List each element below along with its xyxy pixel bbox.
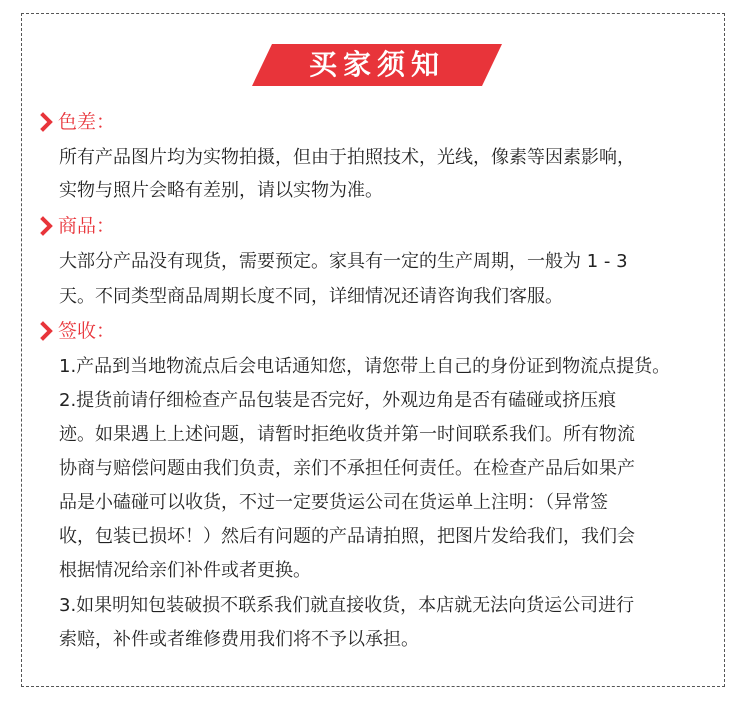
text-line: 索赔，补件或者维修费用我们将不予以承担。 [59,629,419,650]
text-line: 天。不同类型商品周期长度不同，详细情况还请咨询我们客服。 [59,286,563,307]
section-label: 色差： [58,111,116,133]
text-line: 迹。如果遇上上述问题，请暂时拒绝收货并第一时间联系我们。所有物流 [59,424,635,445]
text-line: 根据情况给亲们补件或者更换。 [59,560,311,581]
text-line: 所有产品图片均为实物拍摄，但由于拍照技术，光线，像素等因素影响， [59,147,635,168]
text-line: 协商与赔偿问题由我们负责，亲们不承担任何责任。在检查产品后如果产 [59,458,635,479]
chevron-right-icon [40,112,54,132]
chevron-right-icon [40,321,54,341]
text-line: 收，包装已损坏！）然后有问题的产品请拍照，把图片发给我们，我们会 [59,526,635,547]
page-title: 买家须知 [308,48,445,81]
text-line: 实物与照片会略有差别，请以实物为准。 [59,180,383,201]
chevron-right-icon [40,216,54,236]
title-banner [252,44,502,86]
text-line: 3.如果明知包装破损不联系我们就直接收货，本店就无法向货运公司进行 [59,595,635,616]
section-label: 商品： [58,215,116,237]
section-label: 签收： [58,320,116,342]
section-goods [40,213,115,239]
text-line: 2.提货前请仔细检查产品包装是否完好，外观边角是否有磕碰或挤压痕 [59,390,617,411]
text-line: 1.产品到当地物流点后会电话通知您，请您带上自己的身份证到物流点提货。 [59,356,671,377]
text-line: 品是小磕碰可以收货，不过一定要货运公司在货运单上注明：（异常签 [59,492,608,513]
text-line: 大部分产品没有现货，需要预定。家具有一定的生产周期，一般为 1 - 3 [59,251,628,272]
section-color-difference [40,109,115,135]
section-receipt [40,318,115,344]
